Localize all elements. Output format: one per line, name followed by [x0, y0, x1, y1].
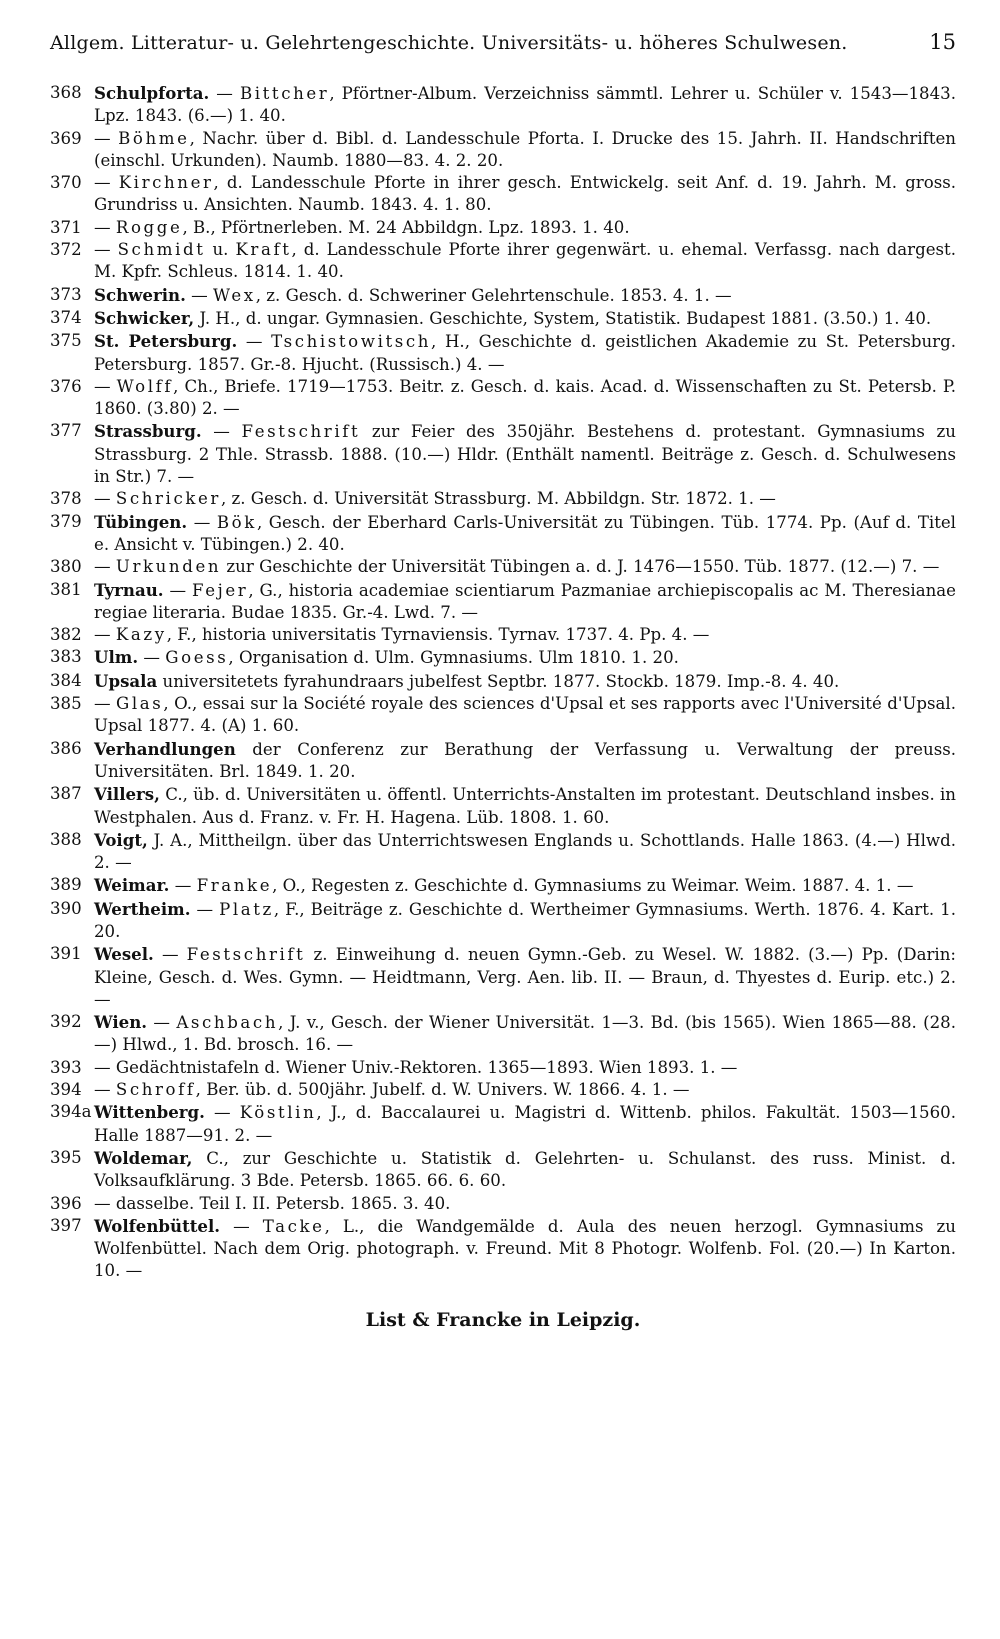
entry-text: — [94, 240, 118, 260]
entry-author: Kirchner [118, 173, 214, 193]
entry-text: — [94, 217, 116, 237]
catalog-entry [50, 1147, 956, 1193]
entry-heading: Tyrnau. [94, 579, 164, 600]
entry-number: 397 [50, 1215, 82, 1235]
entry-author: Schroff [115, 1080, 196, 1100]
entry-number: 375 [50, 331, 82, 351]
entry-author: Köstlin [239, 1103, 317, 1123]
entry-text: — [94, 625, 116, 645]
entry-text: — [147, 1013, 177, 1033]
catalog-entry [50, 943, 956, 1011]
entry-number: 370 [50, 173, 82, 193]
entry-number: 368 [50, 83, 82, 102]
catalog-entry [50, 284, 956, 307]
entry-text: , J., d. Baccalaurei u. Magistri d. Wittenb. philos. Fakultät. 1503—1560. Halle 1887—91. 2. — [94, 1103, 956, 1145]
entry-author: Festschrift [241, 422, 361, 442]
entry-number: 379 [50, 511, 82, 531]
entry-number: 394a [50, 1102, 92, 1122]
entry-number: 390 [50, 898, 82, 918]
entry-text: J. H., d. ungar. Gymnasien. Geschichte, System, Statistik. Budapest 1881. (3.50.) 1. 40. [194, 308, 932, 328]
entry-text: , Gesch. der Eberhard Carls-Universität zu Tübingen. Tüb. 1774. Pp. (Auf d. Titel e. Ansicht v. Tübingen.) 2. 40. [94, 512, 956, 554]
entry-text: , F., historia universitatis Tyrnaviensis. Tyrnav. 1737. 4. Pp. 4. — [166, 625, 710, 645]
entry-text: , d. Landesschule Pforte ihrer gegenwärt. u. ehemal. Verfassg. nach dargest. M. Kpfr. Schleus. 1814. 1. 40. [94, 240, 956, 282]
entry-text: — dasselbe. Teil I. II. Petersb. 1865. 3. 40. [94, 1193, 451, 1213]
catalog-entry [50, 420, 956, 488]
entry-number: 385 [50, 694, 82, 714]
entry-number: 386 [50, 738, 82, 758]
entry-author: Festschrift [186, 945, 306, 965]
entry-text: , F., Beiträge z. Geschichte d. Wertheimer Gymnasiums. Werth. 1876. 4. Kart. 1. 20. [94, 899, 957, 941]
entry-author: Platz [219, 899, 274, 919]
catalog-entry [50, 579, 956, 625]
catalog-entry [50, 898, 956, 944]
entry-author: Böhme [118, 128, 190, 148]
entry-number: 393 [50, 1057, 82, 1077]
entry-author: Wex [213, 285, 256, 305]
entry-text: — [94, 557, 116, 577]
entry-text: — [209, 84, 240, 103]
catalog-entry [50, 217, 956, 239]
header-title: Allgem. Litteratur- u. Gelehrtengeschichte. Universitäts- u. höheres Schulwesen. [50, 32, 848, 54]
entry-text: C., üb. d. Universitäten u. öffentl. Unterrichts-Anstalten im protestant. Deutschland insbes. in Westphalen. Aus d. Franz. v. Fr. H. Hagena. Lüb. 1808. 1. 60. [94, 785, 956, 827]
catalog-entry [50, 488, 956, 510]
entry-author: Goess [165, 648, 229, 668]
entry-text: der Conferenz zur Berathung der Verfassung u. Verwaltung der preuss. Universitäten. Brl. 1849. 1. 20. [94, 739, 956, 781]
entry-heading: Wolfenbüttel. [94, 1215, 221, 1236]
entry-number: 378 [50, 489, 82, 509]
entry-author: Fejer [192, 580, 249, 600]
entry-heading: Strassburg. [94, 421, 202, 442]
entry-number: 382 [50, 625, 82, 645]
entry-text: — [169, 876, 197, 896]
entry-text: — Gedächtnistafeln d. Wiener Univ.-Rektoren. 1365—1893. Wien 1893. 1. — [94, 1057, 738, 1077]
catalog-entry [50, 556, 956, 578]
bibliography-list [50, 82, 956, 1283]
entry-text: , J. v., Gesch. der Wiener Universität. 1—3. Bd. (bis 1565). Wien 1865—88. (28.—) Hlwd., 1. Bd. brosch. 16. — [94, 1013, 956, 1055]
entry-text: — [94, 489, 116, 509]
entry-heading: Woldemar, [94, 1147, 193, 1168]
catalog-entry [50, 511, 956, 557]
catalog-entry [50, 1079, 956, 1101]
catalog-entry [50, 874, 956, 897]
catalog-entry [50, 670, 956, 693]
entry-author: Schmidt [117, 240, 206, 260]
entry-heading: Voigt, [94, 829, 148, 850]
catalog-entry [50, 1193, 956, 1215]
entry-heading: Schulpforta. [94, 83, 210, 103]
entry-text: C., zur Geschichte u. Statistik d. Gelehrten- u. Schulanst. des russ. Minist. d. Volksaufklärung. 3 Bde. Petersb. 1865. 66. 6. 60. [94, 1148, 956, 1191]
entry-text: , O., essai sur la Société royale des sciences d'Upsal et ses rapports avec l'Université d'Upsal. Upsal 1877. 4. (A) 1. 60. [94, 694, 956, 736]
catalog-entry [50, 307, 956, 330]
entry-text: zur Feier des 350jähr. Bestehens d. protestant. Gymnasiums zu Strassburg. 2 Thle. Strassb. 1888. (10.—) Hldr. (Enthält namentl. Beiträge z. Gesch. d. Schulwesens in Str.) 7. — [94, 422, 956, 487]
entry-number: 389 [50, 875, 82, 895]
entry-author: Urkunden [115, 557, 222, 577]
entry-text: , Nachr. über d. Bibl. d. Landesschule Pforta. I. Drucke des 15. Jahrh. II. Handschriften (einschl. Urkunden). Naumb. 1880—83. 4. 2. 20. [94, 128, 956, 170]
catalog-entry [50, 376, 956, 421]
catalog-entry [50, 239, 956, 284]
entry-text: — [190, 899, 220, 919]
entry-author: Franke [196, 876, 273, 896]
entry-text: , O., Regesten z. Geschichte d. Gymnasiums zu Weimar. Weim. 1887. 4. 1. — [272, 876, 914, 896]
entry-number: 395 [50, 1147, 82, 1167]
entry-heading: Wesel. [94, 944, 154, 965]
entry-text: , Pförtner-Album. Verzeichniss sämmtl. Lehrer u. Schüler v. 1543—1843. Lpz. 1843. (6.—) 1. 40. [94, 84, 956, 126]
entry-heading: Villers, [94, 784, 160, 805]
entry-text: — [94, 1080, 116, 1100]
entry-number: 394 [50, 1080, 82, 1100]
catalog-entry [50, 624, 956, 646]
entry-text: , B., Pförtnerleben. M. 24 Abbildgn. Lpz. 1893. 1. 40. [182, 217, 630, 237]
entry-author: Wolff [116, 376, 174, 396]
catalog-entry [50, 1011, 956, 1057]
entry-author: Kazy [115, 625, 167, 645]
entry-text: , Ber. üb. d. 500jähr. Jubelf. d. W. Univers. W. 1866. 4. 1. — [195, 1080, 690, 1100]
entry-author: Bök [216, 512, 257, 532]
entry-heading: St. Petersburg. [94, 331, 238, 352]
entry-author: Tacke [262, 1216, 325, 1236]
entry-text: — [201, 422, 242, 442]
catalog-entry [50, 1057, 956, 1079]
entry-number: 381 [50, 579, 82, 599]
entry-heading: Schwicker, [94, 307, 195, 328]
running-header [50, 30, 956, 54]
entry-heading: Ulm. [94, 647, 139, 668]
entry-heading: Upsala [94, 670, 158, 691]
entry-text: J. A., Mittheilgn. über das Unterrichtswesen Englands u. Schottlands. Halle 1863. (4.—) Hlwd. 2. — [94, 830, 956, 873]
entry-text: — [185, 285, 214, 305]
entry-number: 388 [50, 829, 82, 849]
entry-number: 380 [50, 557, 82, 577]
catalog-entry [50, 1101, 956, 1147]
entry-heading: Wittenberg. [94, 1102, 205, 1123]
entry-heading: Tübingen. [94, 511, 188, 532]
catalog-entry [50, 783, 956, 829]
entry-number: 377 [50, 421, 82, 441]
catalog-entry [50, 646, 956, 669]
entry-text: universitetets fyrahundraars jubelfest Septbr. 1877. Stockb. 1879. Imp.-8. 4. 40. [157, 671, 840, 691]
entry-text: z. Einweihung d. neuen Gymn.-Geb. zu Wesel. W. 1882. (3.—) Pp. (Darin: Kleine, Gesch. d. Wes. Gymn. — Heidtmann, Verg. Aen. lib. II. — Braun, d. Thyestes d. Eurip. etc.) 2. — [94, 945, 956, 1009]
entry-text: , z. Gesch. d. Universität Strassburg. M. Abbildgn. Str. 1872. 1. — [220, 489, 776, 509]
entry-author: Rogge [115, 217, 183, 237]
publisher-footer: List & Francke in Leipzig. [365, 1308, 641, 1331]
entry-text: , G., historia academiae scientiarum Pazmaniae archiepiscopalis ac M. Theresianae regiae literaria. Budae 1835. Gr.-4. Lwd. 7. — [94, 580, 956, 622]
catalog-entry [50, 330, 956, 376]
catalog-entry [50, 82, 956, 128]
catalog-entry [50, 172, 956, 217]
entry-author: Bittcher [239, 84, 330, 103]
entry-text: — [138, 648, 166, 668]
entry-text: — [94, 128, 119, 148]
entry-number: 371 [50, 217, 82, 237]
entry-text: — [237, 332, 272, 352]
catalog-entry [50, 693, 956, 738]
entry-author: Kraft [235, 240, 292, 260]
entry-heading: Wertheim. [94, 898, 191, 919]
entry-number: 369 [50, 128, 82, 148]
entry-author: Aschbach [176, 1013, 279, 1033]
entry-number: 391 [50, 944, 82, 964]
entry-number: 373 [50, 284, 82, 304]
entry-text: zur Geschichte der Universität Tübingen a. d. J. 1476—1550. Tüb. 1877. (12.—) 7. — [221, 557, 940, 577]
entry-author: Glas [116, 694, 164, 714]
entry-text: u. [205, 240, 236, 260]
catalog-entry [50, 1215, 956, 1283]
entry-number: 383 [50, 647, 82, 667]
entry-heading: Schwerin. [94, 284, 186, 305]
entry-text: — [94, 173, 119, 193]
entry-number: 387 [50, 784, 82, 804]
catalog-entry [50, 829, 956, 875]
entry-text: — [204, 1103, 240, 1123]
catalog-entry [50, 738, 956, 784]
entry-text: — [187, 512, 217, 532]
entry-author: Tschistowitsch [271, 332, 432, 352]
entry-text: — [163, 580, 192, 600]
entry-heading: Weimar. [94, 875, 170, 896]
entry-number: 372 [50, 240, 82, 260]
entry-text: — [153, 945, 187, 965]
entry-number: 392 [50, 1012, 82, 1032]
entry-number: 374 [50, 307, 82, 327]
page-number: 15 [929, 30, 956, 54]
entry-text: , Ch., Briefe. 1719—1753. Beitr. z. Gesch. d. kais. Acad. d. Wissenschaften zu St. Petersb. P. 1860. (3.80) 2. — [94, 376, 957, 419]
entry-text: , z. Gesch. d. Schweriner Gelehrtenschule. 1853. 4. 1. — [255, 285, 732, 305]
entry-number: 396 [50, 1193, 82, 1213]
entry-heading: Verhandlungen [94, 738, 236, 759]
entry-author: Schricker [115, 489, 221, 509]
entry-text: , Organisation d. Ulm. Gymnasiums. Ulm 1810. 1. 20. [228, 648, 679, 668]
entry-text: — [94, 376, 117, 396]
entry-text: , d. Landesschule Pforte in ihrer gesch. Entwickelg. seit Anf. d. 19. Jahrh. M. gross. Grundriss u. Ansichten. Naumb. 1843. 4. 1. 80. [94, 173, 956, 215]
entry-text: , H., Geschichte d. geistlichen Akademie zu St. Petersburg. Petersburg. 1857. Gr.-8. Hjucht. (Russisch.) 4. — [94, 332, 956, 374]
entry-number: 384 [50, 670, 82, 690]
entry-heading: Wien. [94, 1012, 148, 1033]
entry-number: 376 [50, 376, 82, 396]
entry-text: — [94, 694, 117, 714]
catalog-entry [50, 128, 956, 173]
entry-text: — [220, 1216, 263, 1236]
entry-text: , L., die Wandgemälde d. Aula des neuen herzogl. Gymnasiums zu Wolfenbüttel. Nach dem Orig. photograph. v. Freund. Mit 8 Photogr. Wolfenb. Fol. (20.—) In Karton. 10. — [94, 1216, 956, 1281]
